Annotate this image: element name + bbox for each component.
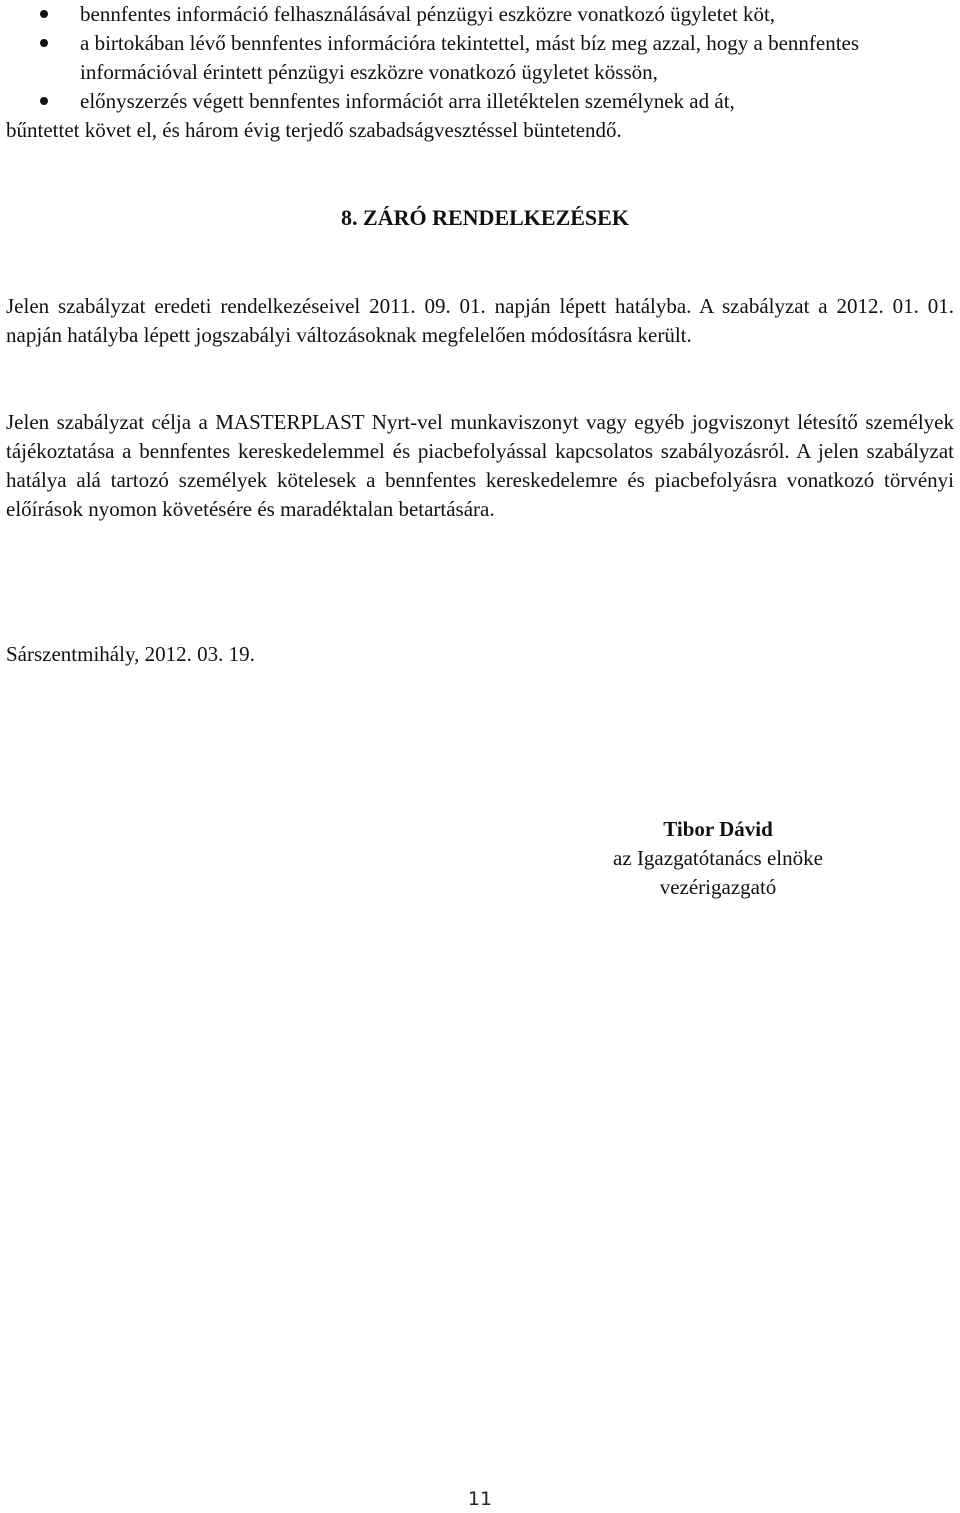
bullet-item-text: a birtokában lévő bennfentes információra tekintettel, mást bíz meg azzal, hogy a bennfentes információval érintett pénzügyi eszközre vonatkozó ügyletet kössön, bbox=[80, 31, 860, 84]
paragraph-purpose: Jelen szabályzat célja a MASTERPLAST Nyrt-vel munkaviszonyt vagy egyéb jogviszonyt létesítő személyek tájékoztatása a bennfentes kereskedelemmel és piacbefolyással kapcsolatos szabályozásról. A jelen szabályzat hatálya alá tartozó személyek kötelesek a bennfentes kereskedelemre és piacbefolyásra vonatkozó törvényi előírások nyomon követésére és maradéktalan betartására. bbox=[6, 410, 954, 521]
page-number: 11 bbox=[467, 1488, 493, 1510]
paragraph-effective-date: Jelen szabályzat eredeti rendelkezéseivel 2011. 09. 01. napján lépett hatályba. A szabályzat a 2012. 01. 01. napján hatályba lépett jogszabályi változásoknak megfelelően módosításra került. bbox=[6, 294, 954, 347]
bullet-item bbox=[0, 29, 960, 87]
bullet-dot-icon bbox=[40, 10, 48, 18]
bullet-list-conclusion: bűntettet követ el, és három évig terjedő szabadságvesztéssel büntetendő. bbox=[6, 118, 622, 142]
bullet-item-text: előnyszerzés végett bennfentes információt arra illetéktelen személynek ad át, bbox=[80, 89, 735, 113]
bullet-item-text: bennfentes információ felhasználásával pénzügyi eszközre vonatkozó ügyletet köt, bbox=[80, 2, 776, 26]
signatory-title: az Igazgatótanács elnöke bbox=[613, 846, 823, 870]
bullet-item bbox=[0, 0, 960, 29]
bullet-dot-icon bbox=[40, 97, 48, 105]
bullet-item bbox=[0, 87, 960, 116]
place-and-date: Sárszentmihály, 2012. 03. 19. bbox=[6, 642, 255, 666]
bullet-list bbox=[0, 0, 960, 145]
section-heading: 8. ZÁRÓ RENDELKEZÉSEK bbox=[341, 205, 629, 230]
signatory-position: vezérigazgató bbox=[659, 875, 777, 899]
bullet-dot-icon bbox=[40, 39, 48, 47]
signatory-name: Tibor Dávid bbox=[663, 817, 773, 841]
signature-block bbox=[592, 815, 844, 902]
